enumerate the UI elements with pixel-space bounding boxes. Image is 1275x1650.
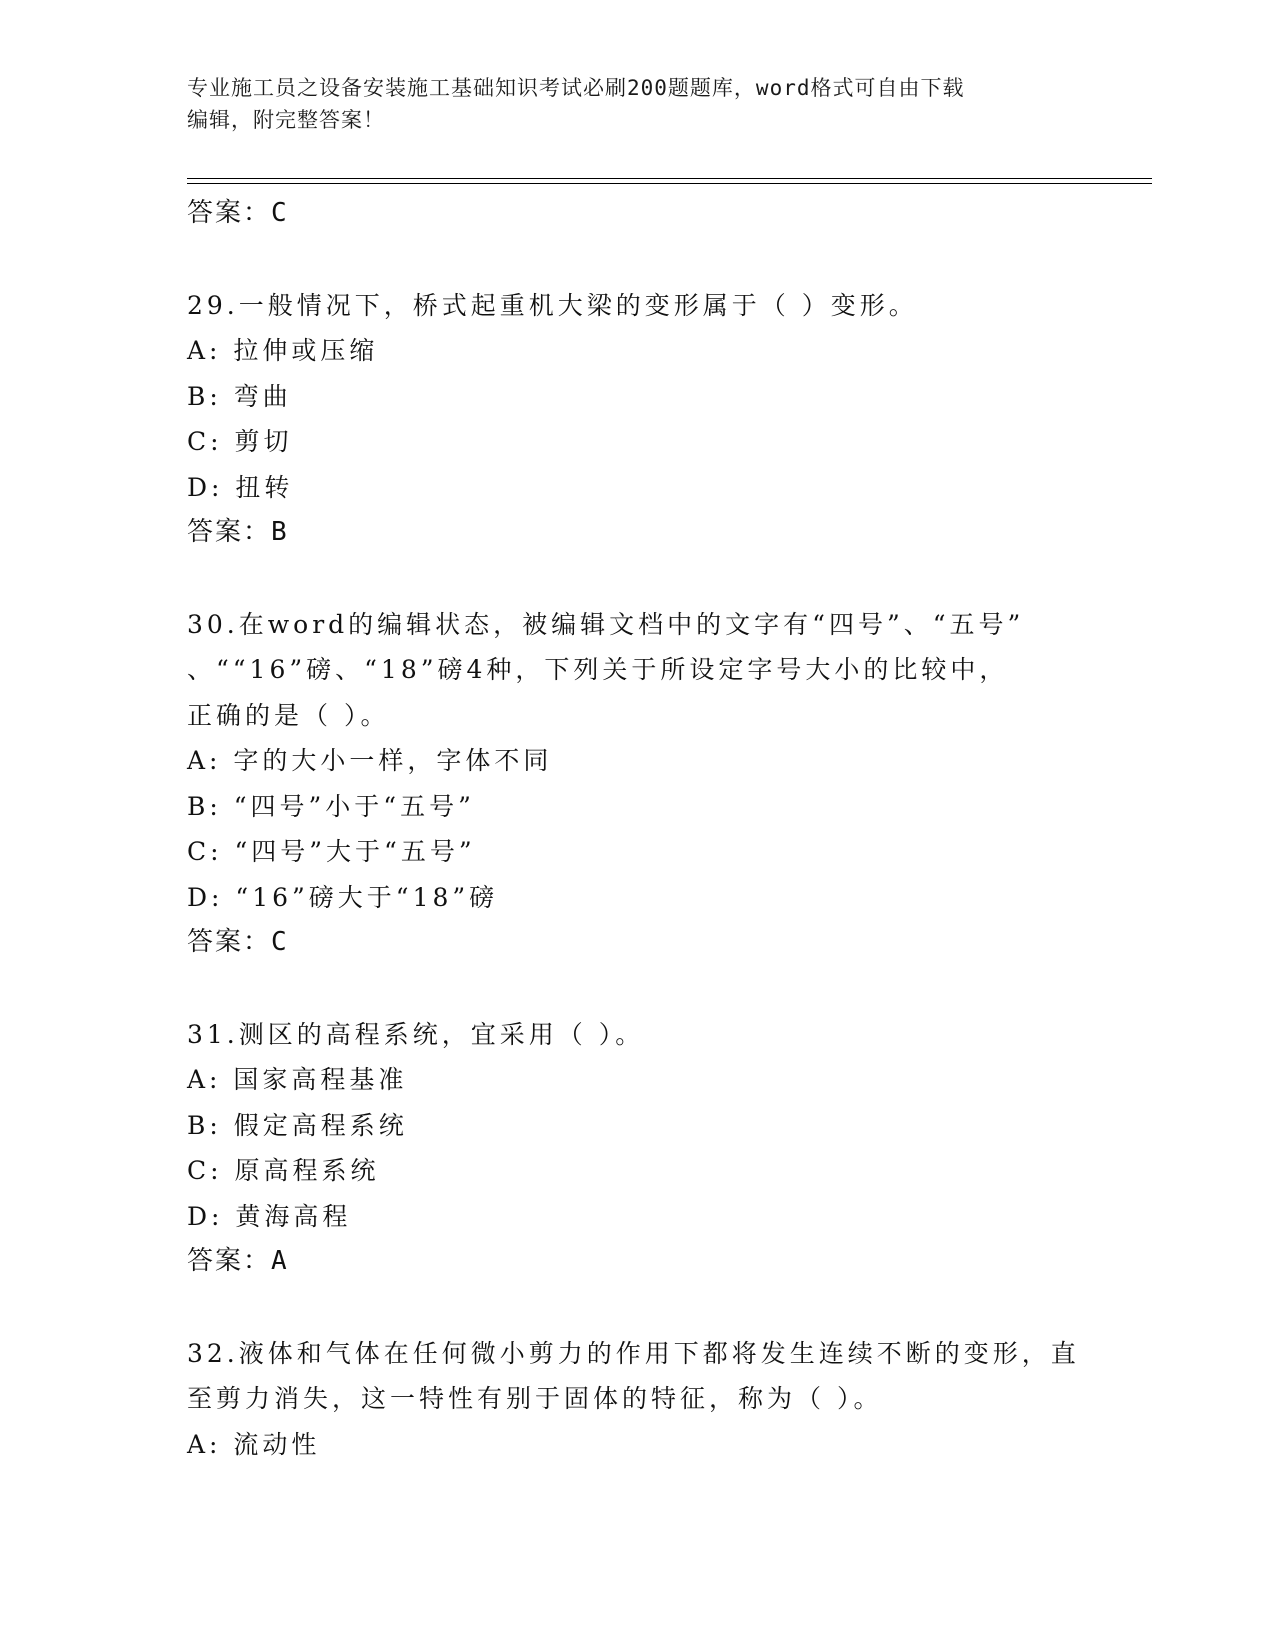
question-text: 、““16”磅、“18”磅4种，下列关于所设定字号大小的比较中， — [187, 655, 1009, 684]
blank-line — [187, 556, 1087, 602]
option-d: D: 扭转 — [187, 472, 294, 502]
header-line-2: 编辑，附完整答案！ — [187, 108, 385, 132]
option-a: A: 拉伸或压缩 — [187, 336, 379, 365]
question-block — [187, 283, 1087, 556]
document-body — [187, 191, 1087, 1467]
option-c: C: “四号”大于“五号” — [187, 837, 476, 866]
question-block — [187, 602, 1087, 966]
question-text: 至剪力消失，这一特性有别于固体的特征，称为（ ）。 — [187, 1384, 883, 1413]
answer-line: 答案：B — [187, 517, 289, 547]
option-a: A: 字的大小一样，字体不同 — [187, 746, 553, 775]
option-c: C: 剪切 — [187, 427, 293, 456]
question-block — [187, 1331, 1087, 1468]
question-text: 32.液体和气体在任何微小剪力的作用下都将发生连续不断的变形，直 — [187, 1338, 1080, 1368]
document-header — [187, 72, 1087, 136]
option-d: D: 黄海高程 — [187, 1201, 352, 1231]
blank-line — [187, 966, 1087, 1012]
blank-line — [187, 1285, 1087, 1331]
question-text: 31.测区的高程系统，宜采用（ ）。 — [187, 1019, 645, 1049]
question-block — [187, 1012, 1087, 1285]
answer-line: 答案：C — [187, 198, 289, 228]
option-b: B: “四号”小于“五号” — [187, 791, 475, 821]
header-line-1: 专业施工员之设备安装施工基础知识考试必刷200题题库，word格式可自由下载 — [187, 76, 965, 100]
blank-line — [187, 237, 1087, 283]
option-d: D: “16”磅大于“18”磅 — [187, 882, 499, 912]
question-text: 30.在word的编辑状态，被编辑文档中的文字有“四号”、“五号” — [187, 609, 1025, 639]
option-b: B: 假定高程系统 — [187, 1110, 408, 1140]
option-a: A: 流动性 — [187, 1429, 321, 1459]
option-a: A: 国家高程基准 — [187, 1065, 408, 1094]
header-divider-bottom — [187, 183, 1152, 184]
option-b: B: 弯曲 — [187, 381, 292, 411]
option-c: C: 原高程系统 — [187, 1156, 380, 1185]
answer-line: 答案：A — [187, 1246, 289, 1276]
question-text: 29.一般情况下，桥式起重机大梁的变形属于（ ）变形。 — [187, 290, 918, 320]
question-text: 正确的是（ ）。 — [187, 700, 390, 730]
header-divider-top — [187, 178, 1152, 179]
answer-line: 答案：C — [187, 927, 289, 957]
